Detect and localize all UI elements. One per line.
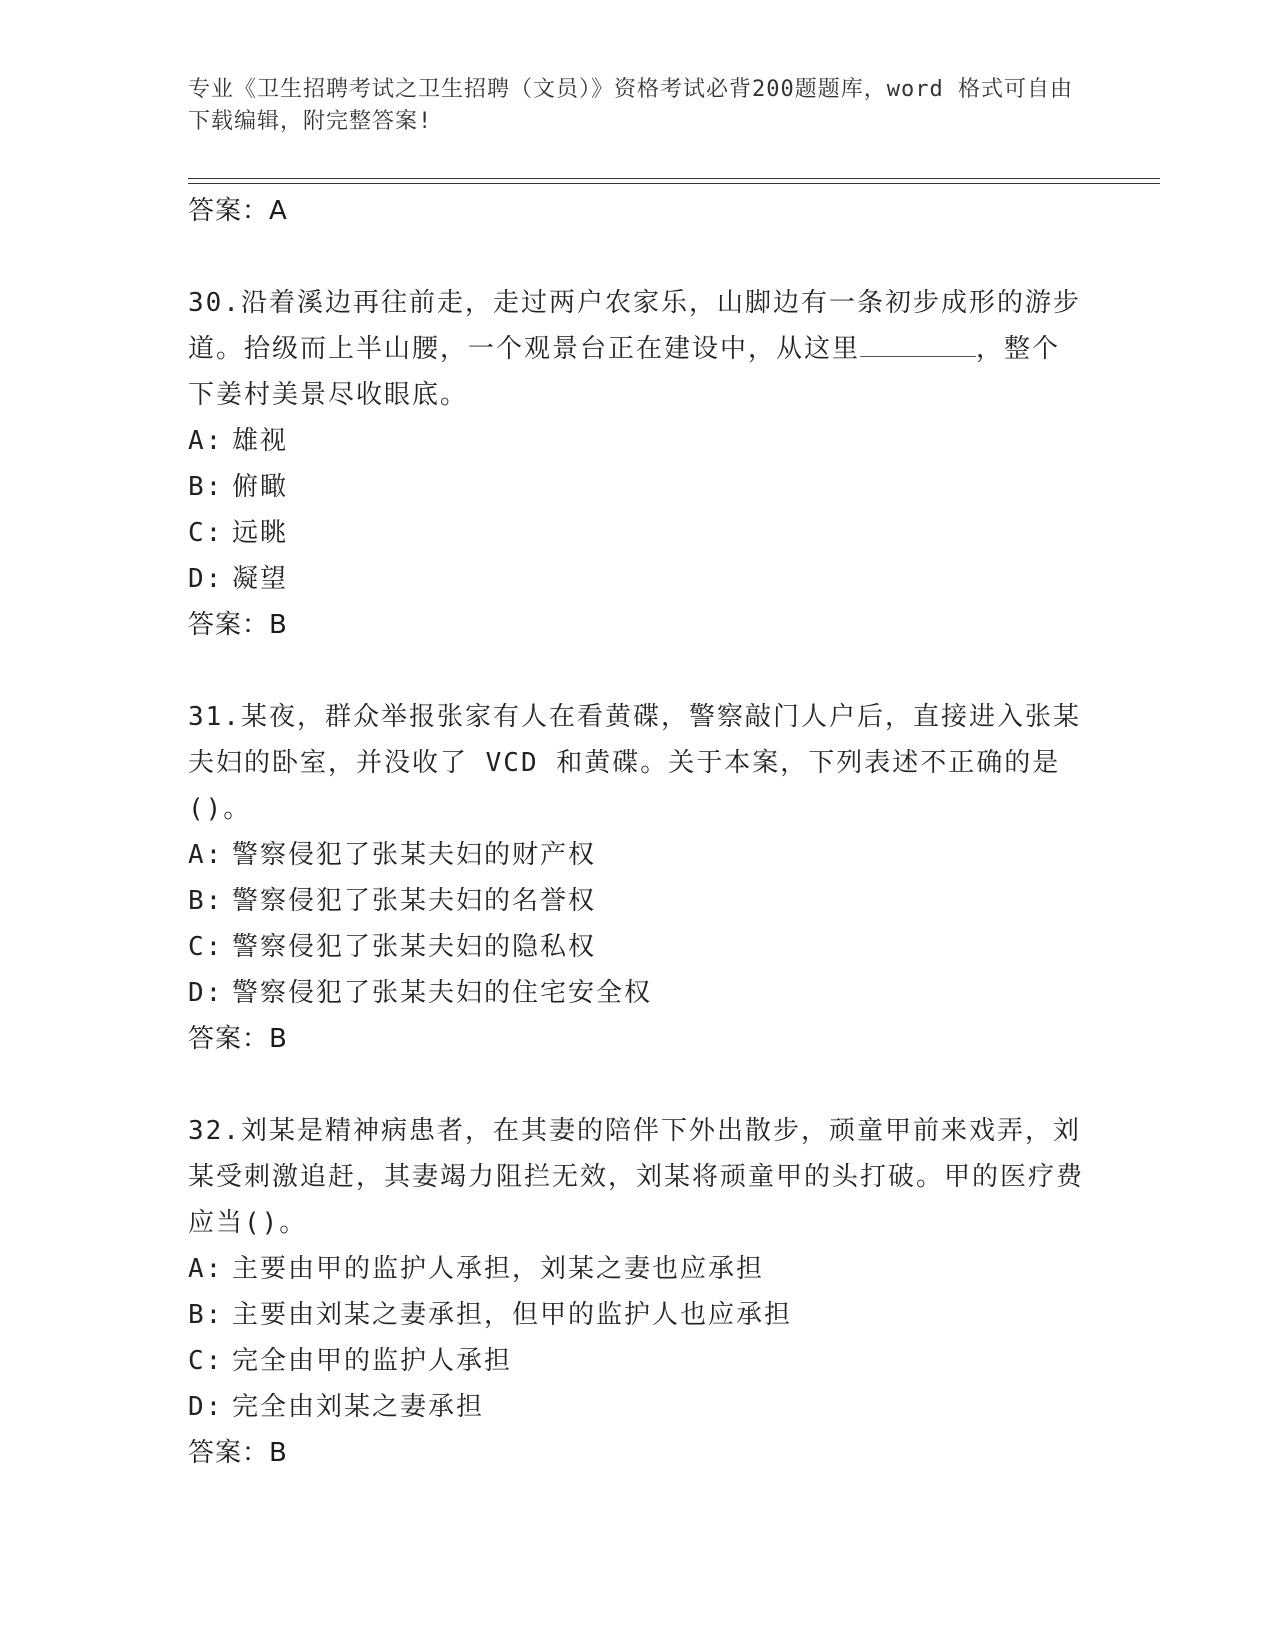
option-text: 俯瞰 — [232, 472, 289, 502]
stem-text-before-blank: 30.沿着溪边再往前走，走过两户农家乐，山脚边有一条初步成形的游步道。拾级而上半山腰，一个观景台正在建设中，从这里 — [188, 288, 1081, 364]
option-text: 主要由刘某之妻承担，但甲的监护人也应承担 — [232, 1300, 793, 1330]
fill-in-blank — [860, 334, 976, 357]
option-a — [188, 418, 1088, 464]
option-text: 警察侵犯了张某夫妇的名誉权 — [232, 886, 597, 916]
option-letter: D: — [188, 564, 224, 594]
option-letter: D: — [188, 1392, 224, 1422]
option-text: 完全由甲的监护人承担 — [232, 1346, 513, 1376]
stem-text-after-blank: ，整个下姜村美景尽收眼底。 — [188, 334, 1061, 410]
option-text: 警察侵犯了张某夫妇的住宅安全权 — [232, 978, 653, 1008]
option-d — [188, 1384, 1088, 1430]
option-text: 警察侵犯了张某夫妇的隐私权 — [232, 932, 597, 962]
option-b — [188, 1292, 1088, 1338]
option-letter: A: — [188, 840, 224, 870]
option-letter: A: — [188, 426, 224, 456]
answer-line: 答案：B — [188, 1024, 288, 1054]
option-letter: D: — [188, 978, 224, 1008]
question-list — [188, 188, 1088, 1476]
option-letter: B: — [188, 472, 224, 502]
option-letter: C: — [188, 1346, 224, 1376]
option-d — [188, 970, 1088, 1016]
option-letter: B: — [188, 886, 224, 916]
option-b — [188, 464, 1088, 510]
option-d — [188, 556, 1088, 602]
option-c — [188, 510, 1088, 556]
option-text: 警察侵犯了张某夫妇的财产权 — [232, 840, 597, 870]
option-letter: C: — [188, 932, 224, 962]
question-stem: 32.刘某是精神病患者，在其妻的陪伴下外出散步，顽童甲前来戏弄，刘某受刺激追赶，其妻竭力阻拦无效，刘某将顽童甲的头打破。甲的医疗费应当()。 — [188, 1116, 1085, 1238]
option-c — [188, 924, 1088, 970]
answer-line: 答案：B — [188, 1438, 288, 1468]
option-letter: C: — [188, 518, 224, 548]
question-30 — [188, 280, 1088, 648]
header-divider-top — [188, 178, 1160, 179]
answer-line: 答案：B — [188, 610, 288, 640]
option-text: 凝望 — [232, 564, 289, 594]
option-text: 主要由甲的监护人承担，刘某之妻也应承担 — [232, 1254, 765, 1284]
option-text: 雄视 — [232, 426, 289, 456]
option-b — [188, 878, 1088, 924]
document-header: 专业《卫生招聘考试之卫生招聘（文员）》资格考试必背200题题库，word 格式可自由下载编辑，附完整答案! — [188, 77, 1073, 134]
option-c — [188, 1338, 1088, 1384]
question-stem — [188, 280, 1088, 418]
header-divider-bottom — [188, 183, 1160, 184]
option-text: 远眺 — [232, 518, 289, 548]
question-31 — [188, 694, 1088, 1062]
option-letter: B: — [188, 1300, 224, 1330]
option-letter: A: — [188, 1254, 224, 1284]
question-stem: 31.某夜，群众举报张家有人在看黄碟，警察敲门人户后，直接进入张某夫妇的卧室，并没收了 VCD 和黄碟。关于本案，下列表述不正确的是()。 — [188, 702, 1081, 824]
option-a — [188, 1246, 1088, 1292]
option-text: 完全由刘某之妻承担 — [232, 1392, 485, 1422]
previous-answer: 答案：A — [188, 196, 288, 226]
question-32 — [188, 1108, 1088, 1476]
option-a — [188, 832, 1088, 878]
